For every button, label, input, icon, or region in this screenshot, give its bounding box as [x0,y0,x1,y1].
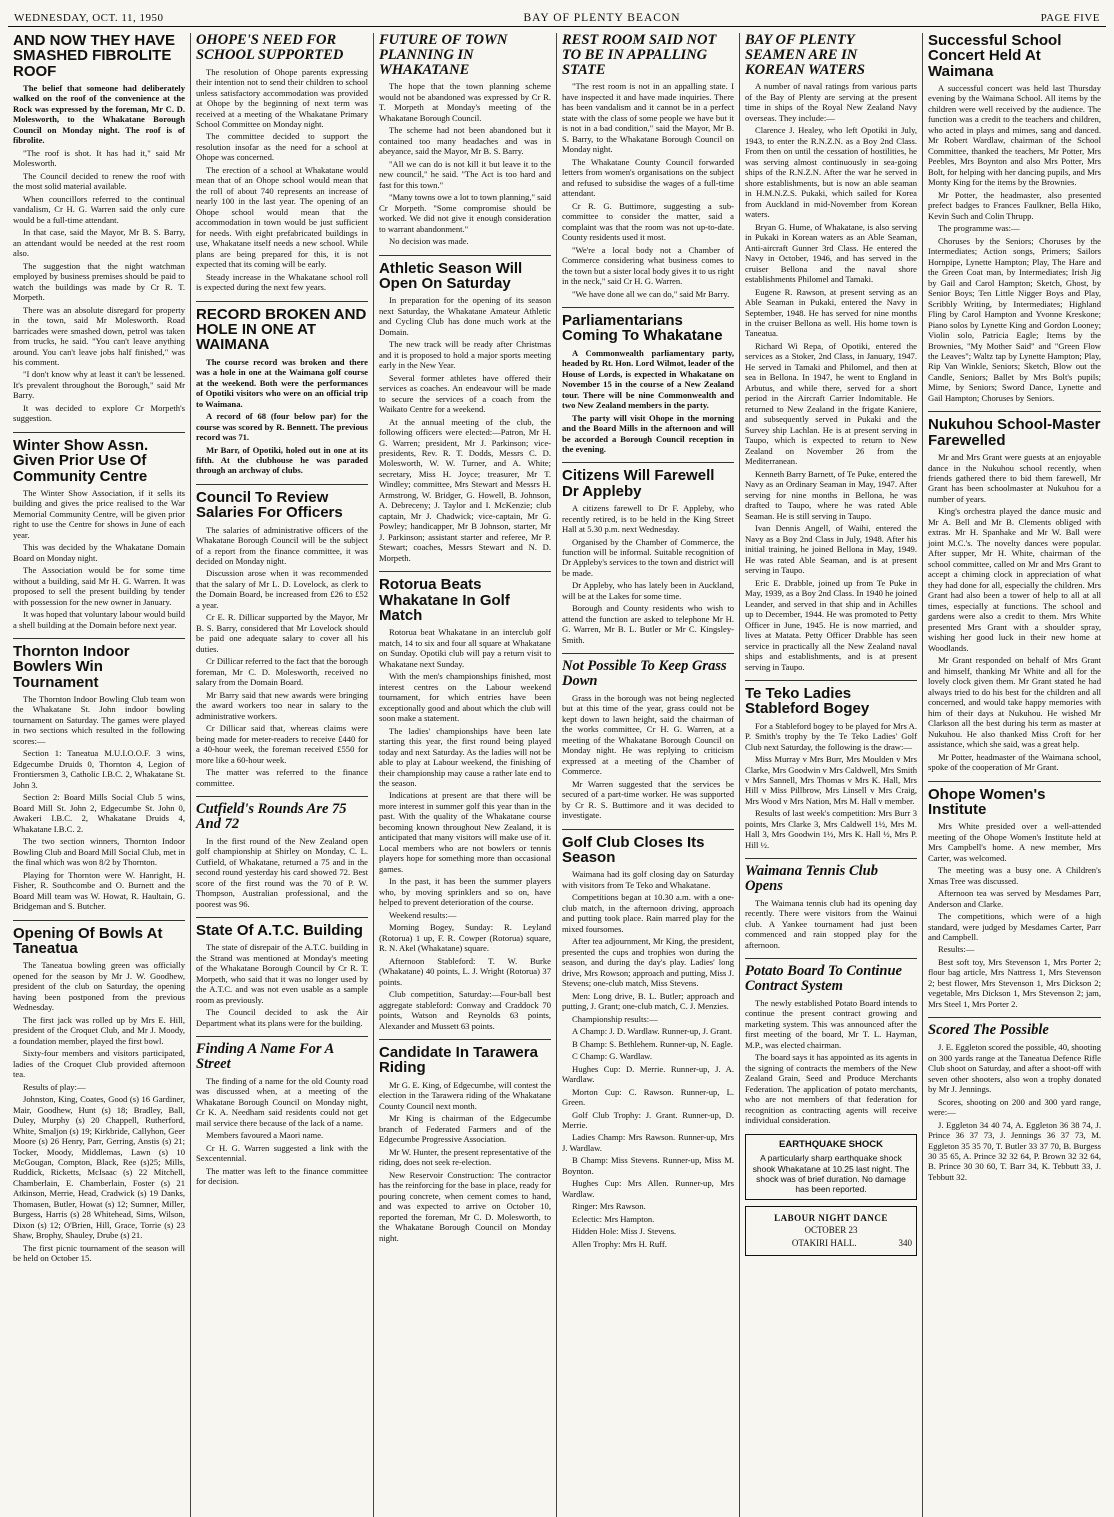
article-paragraph: Steady increase in the Whakatane school roll is expected during the next few years. [196,271,368,293]
article [379,1039,551,1243]
article [928,33,1101,403]
article [13,638,185,912]
article [928,411,1101,772]
article-paragraph: Bryan G. Hume, of Whakatane, is also serving in Pukaki in Korean waters as an Able Seaman, Anti-aircraft Gunner 3rd Class. He entered the Navy in October, 1946, and has served in the cruiser Bellona and the naval shore establishments Philomel and Tamaki. [745,221,917,285]
article-paragraph: The matter was referred to the finance committee. [196,767,368,788]
article-paragraph: Morning Bogey, Sunday: R. Leyland (Rotorua) 1 up, F. R. Cowper (Rotorua) square, R. N. Akel (Whakatane) square. [379,922,551,954]
article-paragraph: Results of play:— [23,1081,86,1092]
article-paragraph: Choruses by the Seniors; Choruses by the Intermediates; Action songs, Primers; Sailors Hornpipe, Lynette Hampton; Play, The Hare and the Green Coat man, by Intermediates; Irish Jig by Gail and Carol Hampton; Sketch, Ghost, by Senior Boys; Ten Little Nigger Boys and Play, Scribbly Writing, by Intermediates; Highland Fling by Carol Hampton and Yvonne Kreskone; Piano solos by Lynette King and Gordon Looney; Violin solo, Patricia Eagle; Items by the Brownies, "My Mother Said" and "Green Flow the Leaves"; Waltz tap by Lynette Hampton; Play, Rip Van Winkle, Seniors; Sketch, Blow out the Candle, Seniors; Ballet by Mrs Bolt's pupils; Mime, by Seniors; Sword Dance, Lynette and Gail Hampton; Choruses by Seniors. [928,235,1101,403]
article-paragraph: Competitions began at 10.30 a.m. with a one-club match, in the afternoon driving, approach and putting took place. Rain marred play for the mixed foursomes. [562,892,734,934]
article-paragraph: The first jack was rolled up by Mrs E. Hill, president of the Croquet Club, and Mr J. Moody, a foundation member, played the first bowl. [13,1014,185,1046]
article-paragraph: In that case, said the Mayor, Mr B. S. Barry, an attendant would be needed at the rest room also. [13,227,185,259]
article-paragraph: The scheme had not been abandoned but it contained too many headaches and was in abeyance, said the Mayor, Mr B. S. Barry. [379,125,551,157]
article-paragraph: Hidden Hole: Miss J. Stevens. [572,1226,677,1237]
article-paragraph: Richard Wi Repa, of Opotiki, entered the services as a Stoker, 2nd Class, in January, 1947. He served in Tamaki and Philomel, and then at sea in Bellona. In 1947, he went to England in Arbutus, and while there, served for a short period in the Aircraft Carrier Indomitable. He returned to New Zealand in the frigate Kaniere, and subsequently served in Pukaki and the Survey ship Lachlan. He is at present serving in Taupo, which is expected to return to New Zealand on November 26 from the Mediterranean. [745,340,917,467]
dance-advertisement [745,1206,917,1256]
article-paragraph: A Champ: J. D. Wardlaw. Runner-up, J. Grant. [572,1026,733,1037]
article-paragraph: Afternoon tea was served by Mesdames Parr, Anderson and Clarke. [928,888,1101,909]
article [745,33,917,672]
page-number: PAGE FIVE [1040,12,1100,24]
article-paragraph: "The roof is shot. It has had it," said Mr Molesworth. [13,147,185,169]
article [562,33,734,299]
article-paragraph: C Champ: G. Wardlaw. [572,1051,652,1062]
article [928,781,1101,1010]
article-paragraph: Mr G. E. King, of Edgecumbe, will contest the election in the Tarawera riding of the Whakatane County Council next month. [379,1079,551,1111]
article [562,653,734,820]
article-paragraph: "Many towns owe a lot to town planning," said Cr Morpeth. "Some compromise should be worked. We did not give it enough consideration to warrant abandonment." [379,192,551,234]
article-paragraph: Weekend results:— [389,909,457,920]
article-paragraph: The course record was broken and there was a hole in one at the Waimana golf course at the weekend. Both were the performances of Opotiki visitors who were on an official trip to Waimana. [196,356,368,409]
advert-date: OCTOBER 23 [804,1225,858,1236]
article [196,33,368,293]
article-paragraph: The state of disrepair of the A.T.C. building in the Strand was mentioned at Monday's meeting of the Whakatane Borough Council by Cr R. T. Morpeth, who said that it was no longer used by the A.T.C. and was not even usable as a sample room as previously. [196,942,368,1005]
article [745,858,917,950]
article-headline: Citizens Will Farewell Dr Appleby [562,467,715,500]
article-paragraph: "The rest room is not in an appalling state. I have inspected it and have made inquiries. There has been vandalism and it cannot be in a perfect state with the class of some people we have but it is not in a bad condition," said the Mayor, Mr B. S. Barry, to the Whakatane Borough Council on Monday night. [562,81,734,155]
article-paragraph: Championship results:— [572,1013,658,1024]
article-paragraph: Scores, shooting on 200 and 300 yard range, were:— [928,1096,1101,1118]
article [13,33,185,424]
article-paragraph: The first picnic tournament of the season will be held on October 15. [13,1242,185,1264]
article-paragraph: Results:— [938,944,975,955]
article-paragraph: A citizens farewell to Dr F. Appleby, who recently retired, is to be held in the King Street Hall at 5.30 p.m. next Wednesday. [562,503,734,535]
article-paragraph: The belief that someone had deliberately walked on the roof of the convenience at the Rock was expressed by the foreman, Mr C. D. Molesworth, to the Whakatane Borough Council on Monday night. The roof is of fibrolite. [13,82,185,146]
article-headline: Te Teko Ladies Stableford Bogey [745,684,870,718]
article-paragraph: "All we can do is not kill it but leave it to the new council," he said. "The Act is too hard and fast for this town." [379,158,551,190]
article-paragraph: Playing for Thornton were W. Hanright, H. Fisher, R. Southcombe and O. Burnett and the Board Mill team was W. Howat, R. Haultain, G. Bridgeman and S. Butcher. [13,869,185,912]
article-paragraph: Ringer: Mrs Rawson. [572,1201,646,1212]
article-paragraph: The salaries of administrative officers of the Whakatane Borough Council will be the subject of a report from the finance committee, it was decided on Monday night. [196,524,368,566]
article-paragraph: J. E. Eggleton scored the possible, 40, shooting on 300 yards range at the Taneatua Defence Rifle Club shoot on Saturday, and after a shoot-off with seven other shooters, also won a trophy donated by Mr J. Jennings. [928,1042,1101,1095]
article-paragraph: Section 2: Board Mills Social Club 5 wins, Board Mill St. John 2, Edgecumbe St. John 0, Awakeri I.B.C. 2, Whakatane Druids 4, Whakatane I.B.C. 2. [13,792,185,834]
article-paragraph: No decision was made. [389,236,469,247]
article-paragraph: Hughes Cup: D. Merrie. Runner-up, J. A. Wardlaw. [562,1063,734,1085]
article-paragraph: Allen Trophy: Mrs H. Ruff. [572,1238,667,1249]
article-paragraph: Members favoured a Maori name. [206,1130,324,1141]
article-paragraph: Mr Potter, headmaster of the Waimana school, spoke of the cooperation of Mr Grant. [928,751,1101,773]
article-paragraph: Morton Cup: C. Rawson. Runner-up, L. Green. [562,1086,734,1108]
article-headline: Parliamentarians Coming To Whakatane [562,312,723,345]
column-6 [923,33,1106,1517]
article-headline: Not Possible To Keep Grass Down [562,658,727,690]
article [379,571,551,1031]
article-paragraph: The board says it has appointed as its agents in the signing of contracts the members of the New Zealand Grain, Seed and Produce Merchants Federation. The application of potato merchants, who are not members of that federation for recognition as contracting agents will receive individual consideration. [745,1052,917,1126]
advert-title: LABOUR NIGHT DANCE [774,1212,888,1223]
article-paragraph: At the annual meeting of the club, the following officers were elected:—Patron, Mr H. G. Warren; president, Mr J. Parkinson; vice-presidents, Rev. R. T. Dodds, Messrs C. D. Molesworth, W. W. Turner, and A. White; secretary, Miss H. Joyce; treasurer, Mr T. Windley; committee, Mrs Stewart and Messrs H. Armstrong, W. Bridger, G. Howell, B. Johnson, A. Debreceny; J. Taylor and I. McKenzie; club captain, Mr J. Chadwick; vice-captain, Mr G. Powley; handicapper, Mr B Johnson, starter, Mr J. Parkinson; assistant starter and referee, Mr P. Stewart; coaches, Messrs Stewart and N. D. Morpeth. [379,416,551,563]
article-paragraph: When councillors referred to the continual vandalism, Cr H. G. Warren said the only cure would be a full-time attendant. [13,193,185,225]
article-paragraph: The Winter Show Association, if it sells its building and gives the price realised to the War Memorial Community Centre, will be given prior right to use the Centre for shows in June of each year. [13,487,185,540]
article [196,301,368,476]
article-headline: RECORD BROKEN AND HOLE IN ONE AT WAIMANA [196,305,367,354]
article-paragraph: Cr E. R. Dillicar supported by the Mayor, Mr B. S. Barry, considered that Mr Lovelock should be paid one adequate salary to cover all his duties. [196,612,368,654]
article-paragraph: The hope that the town planning scheme would not be abandoned was expressed by Cr R. T. Morpeth at Monday's meeting of the Whakatane Borough Council. [379,81,551,123]
article-headline: Nukuhou School-Master Farewelled [928,416,1101,449]
article-paragraph: This was decided by the Whakatane Domain Board on Monday night. [13,542,185,563]
columns [8,33,1106,1517]
article-headline: Candidate In Tarawera Riding [379,1044,538,1077]
article-paragraph: A successful concert was held last Thursday evening by the Waimana School. All items by the children were well received by the audience. The function was a credit to the teachers and children, who acted in plays and mimes, sang and danced. Mr Robert Wardlaw, chairman of the School Committee, thanked the teachers, Mr Potter, Mrs Peebles, Mrs Boynton and also Mrs Potter, Mrs Bolt, for helping with her dancing pupils, and Mrs Monty King for the items by the Brownies. [928,82,1101,188]
article-paragraph: Discussion arose when it was recommended that the salary of Mr L. D. Lovelock, as clerk to the Domain Board, be increased from £26 to £52 a year. [196,568,368,610]
article-paragraph: The Taneatua bowling green was officially opened for the season by Mr J. W. Goodhew, president of the club on Saturday, the opening having been postponed from the previous Wednesday. [13,960,185,1013]
article-paragraph: Organised by the Chamber of Commerce, the function will be informal. Suitable recognition of Dr Appleby's services to the town and district will be made. [562,536,734,578]
article-paragraph: In preparation for the opening of its season next Saturday, the Whakatane Amateur Athletic and Cycling Club has done much work at the Domain. [379,295,551,337]
article-paragraph: With the men's championships finished, most interest centres on the Labour weekend tournament, for which entries have been exceptionally good and about which the club will soon make a statement. [379,671,551,724]
article-paragraph: After tea adjournment, Mr King, the president, presented the cups and trophies won during the season, and during the day's play. Ladies' long drive, Mrs Rowson; approach and putting, Miss J. Stevens; one-club match, Miss Stevens. [562,936,734,989]
article-paragraph: Men: Long drive, B. L. Butler; approach and putting, J. Grant; one-club match, C. J. Menzies. [562,990,734,1012]
article [196,917,368,1028]
article-paragraph: Cr Dillicar referred to the fact that the borough foreman, Mr C. D. Molesworth, received no salary from the Domain Board. [196,656,368,688]
article-headline: FUTURE OF TOWN PLANNING IN WHAKATANE [379,33,508,78]
column-2 [191,33,374,1517]
article-headline: Successful School Concert Held At Waimana [928,33,1062,80]
article-headline: Opening Of Bowls At Taneatua [13,924,163,957]
column-4 [557,33,740,1517]
article-paragraph: The newly established Potato Board intends to continue the present contract growing and marketing system. This was announced after the first meeting of the board, Mr T. L. Hayman, M.P., was elected chairman. [745,997,917,1050]
article [745,680,917,850]
article-paragraph: It was decided to explore Cr Morpeth's suggestion. [13,402,185,424]
article-paragraph: Mr Barry said that new awards were bringing the award workers too near in salary to the administrative workers. [196,689,368,721]
article [928,1017,1101,1182]
article-paragraph: Mr Warren suggested that the services be secured of a part-time worker. He was supported by Cr R. S. Buttimore and it was decided to investigate. [562,778,734,821]
article-headline: State Of A.T.C. Building [196,922,363,940]
article-paragraph: Eclectic: Mrs Hampton. [572,1213,655,1224]
article-paragraph: Mrs White presided over a well-attended meeting of the Ohope Women's Institute held at Mrs Campbell's home. A new member, Mrs Carter, was welcomed. [928,821,1101,863]
article [562,829,734,1250]
article-paragraph: The party will visit Ohope in the morning and the Board Mills in the afternoon and will be accorded a Borough Council reception in the evening. [562,412,734,454]
article-paragraph: The ladies' championships have been late starting this year, the first round being played today and next Saturday. As the ladies will not be able to play at Labour weekend, the finishing of their championship may cause a rather late end to the season. [379,725,551,788]
article-paragraph: Johnston, King, Coates, Good (s) 16 Gardiner, Mair, Goodhew, Hunt (s) 18; Bradley, Ball, Duley, Murphy (s) 20 Chappell, Rutherford, White, Smaljon (s) 19; Kirkbride, Callyhon, Geer Moore (s) 26 Henry, Parr, Gerring, Anstis (s) 21; Tocker, Moody, Middlemas, Lawn (s) 10 McGougan, Compton, Black, Ree (s)25; Mills, Ruddick, Ricketts, McIsaac (s) 22 Mitchell, Chamberlain, E. Chamberlain, Foster (s) 21 Atkinson, Merrie, Head, Cradwick (s) 19 Danks, Thomasen, Butler, Howat (s) 12; Sumner, Miller, Burgess, Harris (s) 28 Whitehead, Sims, Wilson, Dixon (s) 12; O'Brien, Hill, Grace, Torrie (s) 23 Shaw, Brophy, Shauley, Drube (s) 21. [13,1094,185,1241]
article-paragraph: New Reservoir Construction: The contractor has the reinforcing for the base in place, ready for pouring concrete, when cement comes to hand, and was expected to arrive on October 10, reported the foreman, Mr C. D. Molesworth, to the Whakatane Borough Council on Monday night. [379,1169,551,1243]
article-paragraph: The suggestion that the night watchman employed by business premises should be paid to watch the buildings was made by Cr R. T. Morpeth. [13,260,185,303]
article [562,462,734,645]
column-5 [740,33,923,1517]
article-paragraph: The new track will be ready after Christmas and it is proposed to hold a major sports meeting early in the New Year. [379,339,551,371]
article-paragraph: Results of last week's competition: Mrs Burr 3 points, Mrs Clarke 3, Mrs Caldwell 1½, Mrs M. Hall 3, Mrs Goodwin 1½, Mrs K. Hall ½, Mrs P. Hill ½. [745,808,917,850]
masthead [8,6,1106,27]
article-paragraph: "We have done all we can do," said Mr Barry. [572,288,730,299]
article-headline: Thornton Indoor Bowlers Win Tournament [13,643,130,691]
newspaper-title: BAY OF PLENTY BEACON [523,12,681,24]
article [562,307,734,454]
article-paragraph: The competitions, which were of a high standard, were judged by Mesdames Carter, Parr and Campbell. [928,911,1101,942]
article-paragraph: The programme was:— [938,223,1020,234]
article-headline: Potato Board To Continue Contract System [745,963,902,995]
article-headline: Cutfield's Rounds Are 75 And 72 [196,801,347,832]
article [13,920,185,1264]
article-paragraph: The Council decided to renew the roof with the most solid material available. [13,170,185,192]
article-paragraph: The erection of a school at Whakatane would mean that of an Ohope school would mean that the roll of about 740 represents an increase of nearly 100 in the last year. The opening of an Ohope school would mean that the accommodation in town would be just sufficient for needs. With eight prefabricated buildings in use, Whakatane itself needs a new school. While plans are being prepared for this, it is not expected that its coming will be early. [196,164,368,270]
article-headline: Athletic Season Will Open On Saturday [379,259,523,292]
article-paragraph: Section 1: Taneatua M.U.I.O.O.F. 3 wins, Edgecumbe Druids 0, Thornton 4, Legion of Frontiersmen 3, Catholic I.B.C. 2, Whakatane St. John 3. [13,748,185,790]
article-paragraph: Afternoon Stableford: T. W. Burke (Whakatane) 40 points, L. J. Wright (Rotorua) 37 points. [379,955,551,987]
article [745,958,917,1125]
article-headline: Ohope Women's Institute [928,785,1046,818]
article-paragraph: The two section winners, Thornton Indoor Bowling Club and Board Mill Social Club, met in the final which was won 8/2 by Thornton. [13,836,185,868]
article-headline: Finding A Name For A Street [196,1041,334,1073]
article-paragraph: Mr King is chairman of the Edgecumbe branch of Federated Farmers and of the Edgecumbe Progressive Association. [379,1113,551,1145]
advert-venue: OTAKIRI HALL. [791,1237,857,1248]
article-paragraph: Hughes Cup: Mrs Allen. Runner-up, Mrs Wardlaw. [562,1178,734,1199]
article-paragraph: The resolution of Ohope parents expressing their intention not to send their children to school unless satisfactory accommodation was provided at Ohope by the beginning of next term was received at a meeting of the Whakatane Primary School Committee on Monday night. [196,66,368,129]
article-paragraph: Miss Murray v Mrs Burr, Mrs Moulden v Mrs Clarke, Mrs Goodwin v Mrs Caldwell, Mrs Smith v Mrs Sannell, Mrs Thomas v Mrs K. Hall, Mrs Hill v Miss Pillbrow, Mrs Linsell v Mrs Craig, Mrs Wood v Mrs Nation, Mrs M. Hall v member. [745,754,917,806]
article [196,796,368,909]
article-paragraph: Ivan Dennis Angell, of Waihi, entered the Navy as a Boy 2nd Class in July, 1948. After his initial training, he joined Bellona in May, 1949. He was rated Able Seaman, and is at present serving in Taupo. [745,523,917,576]
article-paragraph: Borough and County residents who wish to attend the function are asked to telephone Mr H. G. Warren, Mr B. L. Butler or Mr C. Kingsley-Smith. [562,603,734,645]
column-1 [8,33,191,1517]
article-paragraph: The matter was left to the finance committee for decision. [196,1165,368,1187]
article-paragraph: "We're a local body not a Chamber of Commerce considering what business comes to the town but a sister local body gives it to us right in the neck," said Cr H. G. Warren. [562,244,734,287]
article-paragraph: Rotorua beat Whakatane in an interclub golf match, 14 to six and four all square at Whakatane on Sunday. Opotiki club will pay a return visit to Whakatane next Sunday. [379,627,551,669]
article-paragraph: The Thornton Indoor Bowling Club team won the Whakatane St. John indoor bowling tournament on Saturday. The games were played in two sections which resulted in the following scores:— [13,693,185,746]
article [13,432,185,630]
article-paragraph: The meeting was a busy one. A Children's Xmas Tree was discussed. [928,865,1101,886]
article-headline: Council To Review Salaries For Officers [196,488,343,522]
article-headline: AND NOW THEY HAVE SMASHED FIBROLITE ROOF [13,33,175,80]
article-paragraph: Golf Club Trophy: J. Grant. Runner-up, D. Merrie. [562,1109,734,1130]
article-paragraph: In the past, it has been the summer players who, by moving sprinklers and so on, have helped to prevent deterioration of the course. [379,876,551,908]
article-headline: OHOPE'S NEED FOR SCHOOL SUPPORTED [196,33,344,63]
article-paragraph: There was an absolute disregard for property in the town, said Mr Molesworth. Road barricades were smashed down, petrol was taken from trucks, he said. "You can't leave anything around. You can't leave jobs half finished," was his comment. [13,304,185,367]
article [196,1036,368,1186]
earthquake-notice [745,1134,917,1200]
article-paragraph: Mr and Mrs Grant were guests at an enjoyable dance in the Nukuhou school recently, when friends gathered there to bid them farewell, Mr Grant has been schoolmaster at Nukuhou for a number of years. [928,452,1101,504]
article [379,255,551,564]
article-paragraph: In the first round of the New Zealand open golf championship at Shirley on Monday, C. L. Cutfield, of Whakatane, returned a 75 and in the second round yesterday his card showed 72. Best score of the first round was the 70 of P. W. Thompson, Australian professional, and the poorest was 96. [196,835,368,909]
article-paragraph: The committee decided to support the resolution insofar as the need for a school at Ohope was concerned. [196,131,368,163]
article-paragraph: Mr Potter, the headmaster, also presented prefect badges to Frances Faulkner, Bella Hiko, Kevin Such and Colin Thrupp. [928,189,1101,221]
article-headline: REST ROOM SAID NOT TO BE IN APPALLING STATE [562,33,717,78]
earthquake-text: A particularly sharp earthquake shock shook Whakatane at 10.25 last night. The shock was of brief duration. No damage has been reported. [752,1153,910,1195]
article-paragraph: B Champ: Miss Stevens. Runner-up, Miss M. Boynton. [562,1155,734,1176]
article-paragraph: J. Eggleton 34 40 74, A. Eggleton 36 38 74, J. Prince 36 37 73, J. Jennings 36 37 73, M. Eggleton 35 35 70, T. Butler 33 37 70, B. Burgess 30 35 65, A. Prince 32 32 64, P. Brown 32 32 64, B. Prince 30 30 60, T. Barr 34, K. Tebbutt 33, J. Tebbutt 32. [928,1119,1101,1182]
article-paragraph: Sixty-four members and visitors participated, ladies of the Croquet Club provided afternoon tea. [13,1048,185,1080]
article-paragraph: The Waimana tennis club had its opening day recently. There were visitors from the Wainui club. A Yankee tournament had just been commenced and rain stopped play for the afternoon. [745,897,917,950]
article-headline: Golf Club Closes Its Season [562,833,705,867]
article-paragraph: Grass in the borough was not being neglected but at this time of the year, grass could not be kept down to lawn height, said the chairman of the works committee, Cr H. G. Warren, at a meeting of the Whakatane Borough Council on Monday night. He was replying to criticism expressed at a meeting of the Chamber of Commerce. [562,692,734,777]
article-paragraph: "I don't know why at least it can't be lessened. It's prevalent throughout the Borough," said Mr Barry. [13,369,185,401]
article-paragraph: King's orchestra played the dance music and Mr A. Bell and Mr B. Clements obliged with extras. Mr H. Spanhake and Mr W. Ball were joint M.C.'s. The novelty dances were popular. After supper, Mr H. White, chairman of the school committee, called on Mr and Mrs Grant to accept a chiming clock in appreciation of what they had done for all, especially the children. Mrs Grant had also been a tower of help to all at all times, especially at functions. The school and gardens were also a credit to them. Mrs White presented Mrs Grant with a shoulder spray, wishing her good luck in their new home at Woodlands. [928,506,1101,653]
article-paragraph: Mr W. Hunter, the present representative of the riding, does not seek re-election. [379,1146,551,1168]
article-paragraph: Waimana had its golf closing day on Saturday with visitors from Te Teko and Whakatane. [562,869,734,890]
issue-date: WEDNESDAY, OCT. 11, 1950 [14,12,164,24]
article-headline: Waimana Tennis Club Opens [745,863,878,895]
article-paragraph: Best soft toy, Mrs Stevenson 1, Mrs Porter 2; flour bag article, Mrs Nattress 1, Mrs Stevenson 2; best flower, Mrs Stevenson 1, Mrs Dickson 2; vegetable, Mrs Dickson 1, Mrs Stevenson 2; jam, Mrs Steel 1, Mrs Porter 2. [928,956,1101,1009]
article [196,484,368,788]
article-paragraph: Club competition, Saturday:—Four-ball best aggregate stableford: Conway and Craddock 70 points, Watson and Reynolds 63 points, Alexander and Mussett 63 points. [379,989,551,1031]
article-paragraph: The Association would be for some time without a building, said Mr H. G. Warren. It was proposed to sell the present building by tender with possession for the new owner in January. [13,565,185,607]
article-paragraph: A Commonwealth parliamentary party, headed by Rt. Hon. Lord Wilmot, leader of the House of Lords, is expected in Whakatane on November 15 in the course of a New Zealand tour. There will be nine Commonwealth and two New Zealand members in the party. [562,347,734,411]
article-paragraph: Cr Dillicar said that, whereas claims were being made for meter-readers to receive £440 for a 40-hour week, the foreman received £550 for more like a 60-hour week. [196,723,368,765]
article-paragraph: Mr Grant responded on behalf of Mrs Grant and himself, thanking Mr White and all for the lovely clock given them. Mr Grant stated he had always tried to do his best for the children and all concerned, and would take happy memories with him of their days at Nukuhou. He wished Mr Clarkson all the best during his term as master at Nukuhou. He also thanked Miss Croft for her assistance, which she said, was a great help. [928,655,1101,750]
article-paragraph: Cr R. G. Buttimore, suggesting a sub-committee to consider the matter, said a complaint was that the room was not up-to-date. County residents used it most. [562,200,734,243]
article-paragraph: The finding of a name for the old County road was discussed when, at a meeting of the Whakatane Borough Council on Monday night, Cr K. A. Needham said residents could not get mail service there because of the lack of a name. [196,1075,368,1128]
article-headline: Scored The Possible [928,1022,1049,1039]
article-paragraph: Eric E. Drabble, joined up from Te Puke in May, 1939, as a Boy 2nd Class. In 1940 he joined Leander, and served in that ship and in Achilles up to December, 1944. He was promoted to Petty Officer in June, 1945. He is now married, and lives at Matata. Petty Officer Drabble has seen service in practically all the New Zealand naval ships and establishments, and is at present serving in Taupo. [745,577,917,672]
advert-ref: 340 [898,1237,912,1248]
article-paragraph: Clarence J. Healey, who left Opotiki in July, 1943, to enter the R.N.Z.N. as a Boy 2nd Class. From then on until the cessation of hostilities, he was serving almost continuously in sea-going ships of the R.N.Z.N. After the war he served in shore establishments, but is now an able seaman in H.M.N.Z.S. Pukaki, which sailed for Korea from Auckland in mid-November from Korean waters. [745,125,917,220]
article-paragraph: A number of naval ratings from various parts of the Bay of Plenty are serving at the present time in ships of the Royal New Zealand Navy overseas. They include:— [745,81,917,123]
article-headline: BAY OF PLENTY SEAMEN ARE IN KOREAN WATERS [745,33,865,78]
article-paragraph: The Whakatane County Council forwarded letters from women's organisations on the subject and refused to subsidise the wages of a full-time attendant. [562,156,734,199]
article-paragraph: Cr H. G. Warren suggested a link with the Sexcentennial. [196,1142,368,1164]
article-paragraph: The Council decided to ask the Air Department what its plans were for the building. [196,1007,368,1028]
article-paragraph: Kenneth Barry Barnett, of Te Puke, entered the Navy as an Ordinary Seaman in May, 1947. After serving for nine months in Bellona, he was drafted to Taupo, where he was rated Able Seaman. He is still serving in Taupo. [745,468,917,521]
article-paragraph: Dr Appleby, who has lately been in Auckland, will be at the Lakes for some time. [562,580,734,601]
column-3 [374,33,557,1517]
article-paragraph: For a Stableford bogey to be played for Mrs A. P. Smith's trophy by the Te Teko Ladies' Golf Club next Saturday, the following is the draw:— [745,720,917,752]
article-paragraph: Several former athletes have offered their services as coaches. An endeavour will be made to secure the services of a coach from the Waikato Centre for a weekend. [379,372,551,415]
article-paragraph: Indications at present are that there will be more interest in summer golf this year than in the past. With the quality of the Whakatane course becoming known throughout New Zealand, it is anticipated that many visitors will make use of it. Local members who are not bowlers or tennis players hope for something more than occasional games. [379,790,551,874]
article-paragraph: Eugene R. Rawson, at present serving as an Able Seaman in Pukaki, entered the Navy in September, 1948. He has served for nine months in the cruiser Bellona as well. His home town is Taneatua. [745,286,917,339]
article-paragraph: It was hoped that voluntary labour would build a shell building at the Domain before next year. [13,609,185,630]
article-headline: Winter Show Assn. Given Prior Use Of Community Centre [13,436,149,485]
earthquake-title: EARTHQUAKE SHOCK [779,1138,883,1150]
article-paragraph: B Champ: S. Bethlehem. Runner-up, N. Eagle. [572,1038,733,1049]
article-paragraph: A record of 68 (four below par) for the course was scored by R. Bennett. The previous record was 71. [196,411,368,443]
article-headline: Rotorua Beats Whakatane In Golf Match [379,576,510,624]
article-paragraph: Mr Barr, of Opotiki, holed out in one at its fifth. At the clubhouse he was paraded through an archway of clubs. [196,444,368,476]
article [379,33,551,247]
article-paragraph: Ladies Champ: Mrs Rawson. Runner-up, Mrs J. Wardlaw. [562,1132,734,1153]
